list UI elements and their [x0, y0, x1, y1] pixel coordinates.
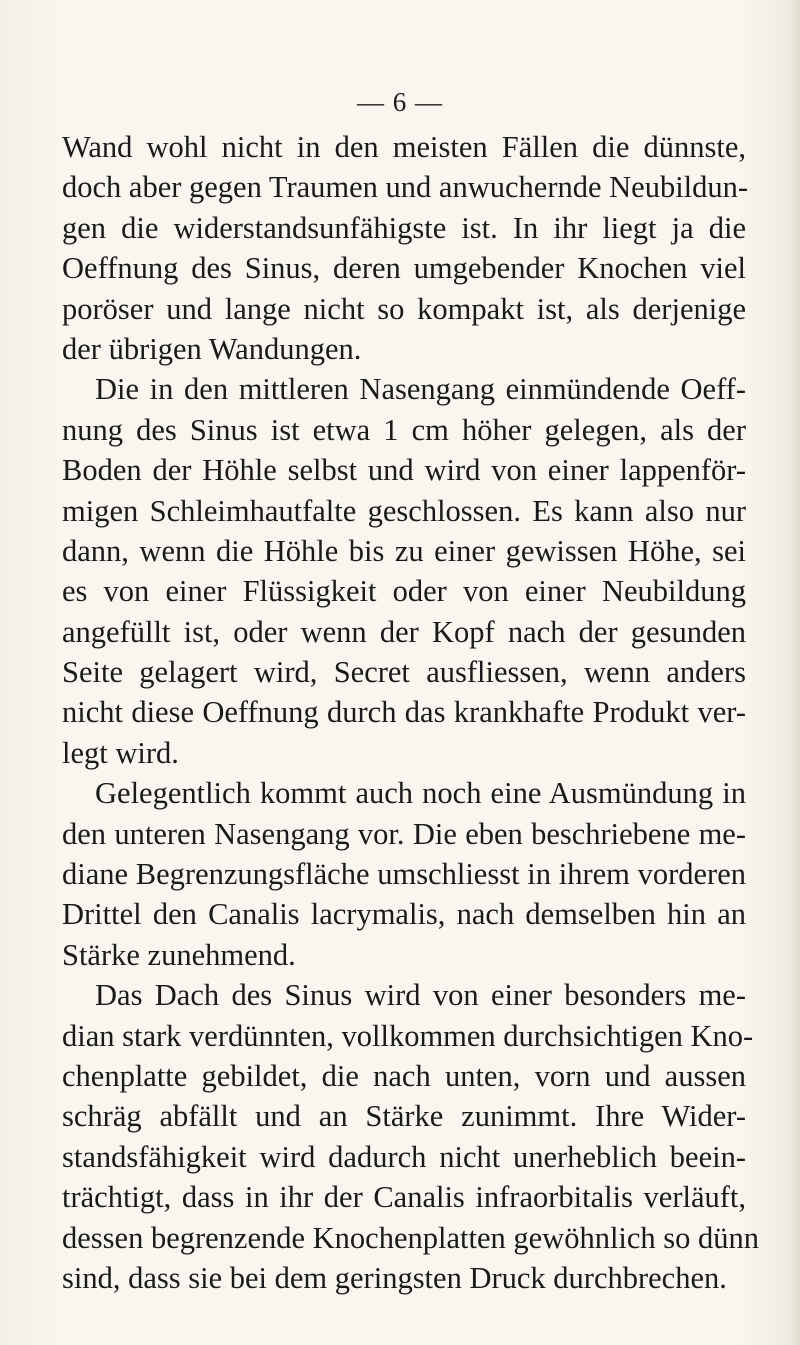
- text-line: dessen begrenzende Knochenplatten gewöhnlich so dünn: [62, 1220, 760, 1255]
- text-line: poröser und lange nicht so kompakt ist, als derjenige: [62, 291, 746, 326]
- text-line: Drittel den Canalis lacrymalis, nach demselben hin an: [62, 897, 746, 932]
- text-line: Oeffnung des Sinus, deren umgebender Knochen viel: [62, 251, 746, 286]
- text-line: Seite gelagert wird, Secret ausfliessen, wenn anders: [62, 655, 746, 690]
- text-line: der übrigen Wandungen.: [62, 331, 362, 366]
- text-line: Das Dach des Sinus wird von einer besonders me-: [95, 978, 746, 1013]
- text-line: Die in den mittleren Nasengang einmündende Oeff-: [95, 372, 746, 407]
- text-line: es von einer Flüssigkeit oder von einer Neubildung: [62, 574, 746, 609]
- text-line: dann, wenn die Höhle bis zu einer gewissen Höhe, sei: [62, 533, 746, 568]
- text-line: den unteren Nasengang vor. Die eben beschriebene me-: [62, 816, 746, 851]
- text-line: diane Begrenzungsfläche umschliesst in ihrem vorderen: [62, 857, 746, 892]
- text-line: nicht diese Oeffnung durch das krankhafte Produkt ver-: [62, 695, 746, 730]
- text-line: legt wird.: [62, 735, 179, 770]
- text-line: dian stark verdünnten, vollkommen durchsichtigen Kno-: [62, 1018, 754, 1053]
- text-line: Gelegentlich kommt auch noch eine Ausmündung in: [95, 776, 746, 811]
- text-line: Stärke zunehmend.: [62, 937, 296, 972]
- text-line: Wand wohl nicht in den meisten Fällen die dünnste,: [62, 130, 746, 164]
- text-line: angefüllt ist, oder wenn der Kopf nach der gesunden: [62, 614, 746, 649]
- text-line: trächtigt, dass in ihr der Canalis infraorbitalis verläuft,: [62, 1180, 746, 1215]
- text-line: migen Schleimhautfalte geschlossen. Es kann also nur: [62, 493, 746, 528]
- text-line: nung des Sinus ist etwa 1 cm höher gelegen, als der: [62, 412, 746, 447]
- text-line: gen die widerstandsunfähigste ist. In ihr liegt ja die: [62, 210, 746, 245]
- text-line: schräg abfällt und an Stärke zunimmt. Ihre Wider-: [62, 1099, 746, 1134]
- text-line: chenplatte gebildet, die nach unten, vorn und aussen: [62, 1058, 746, 1093]
- page-edge-shadow: [786, 0, 800, 1345]
- text-line: doch aber gegen Traumen und anwuchernde Neubildun-: [62, 170, 749, 205]
- text-line: sind, dass sie bei dem geringsten Druck durchbrechen.: [62, 1260, 727, 1295]
- body-text: [62, 127, 760, 1298]
- page-number: — 6 —: [357, 87, 443, 117]
- text-line: Boden der Höhle selbst und wird von einer lappenför-: [62, 453, 746, 488]
- text-line: standsfähigkeit wird dadurch nicht unerheblich beein-: [62, 1139, 746, 1174]
